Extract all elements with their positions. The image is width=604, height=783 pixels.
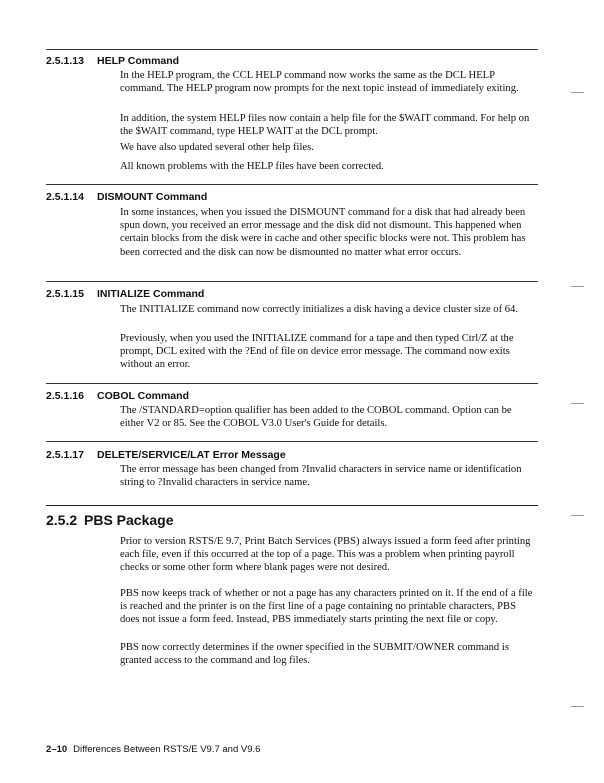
section-title: DELETE/SERVICE/LAT Error Message (97, 449, 286, 461)
section-number: 2.5.2 (46, 512, 78, 528)
section-heading-pbs-package (46, 512, 174, 528)
paragraph: In addition, the system HELP files now contain a help file for the $WAIT command. For help on the $WAIT command, type HELP WAIT at the DCL prompt. (120, 113, 530, 138)
section-heading-cobol (46, 390, 189, 402)
binder-mark (571, 403, 584, 404)
paragraph: We have also updated several other help files. (120, 142, 314, 153)
paragraph: Prior to version RSTS/E 9.7, Print Batch Services (PBS) always issued a form feed after printing each file, even if this occurred at the top of a page. This was a problem when printing payroll checks or some other form where blank pages were not desired. (120, 536, 531, 574)
paragraph: In some instances, when you issued the DISMOUNT command for a disk that had already been spun down, you received an error message and the disk did not dismount. This happened when certain blocks from the disk were in cache and other specific blocks were not. This problem has been corrected and the disk can now be dismounted no matter what error occurs. (120, 207, 526, 258)
page-footer (46, 744, 260, 755)
section-number: 2.5.1.16 (46, 390, 84, 402)
binder-mark (571, 706, 584, 707)
section-rule (46, 281, 538, 282)
section-title: COBOL Command (97, 390, 189, 402)
paragraph: All known problems with the HELP files have been corrected. (120, 161, 384, 172)
section-number: 2.5.1.17 (46, 449, 84, 461)
paragraph: The INITIALIZE command now correctly initializes a disk having a device cluster size of 64. (120, 304, 519, 315)
section-number: 2.5.1.13 (46, 55, 84, 67)
section-heading-help (46, 55, 179, 67)
binder-mark (571, 92, 584, 93)
section-heading-delete-service-lat (46, 449, 286, 461)
section-title: PBS Package (84, 512, 174, 528)
section-number: 2.5.1.15 (46, 288, 84, 300)
paragraph: PBS now correctly determines if the owner specified in the SUBMIT/OWNER command is granted access to the command and log files. (120, 642, 509, 667)
section-number: 2.5.1.14 (46, 191, 84, 203)
paragraph: The /STANDARD=option qualifier has been added to the COBOL command. Option can be either V2 or 85. See the COBOL V3.0 User's Guide for details. (120, 405, 512, 430)
section-rule (46, 505, 538, 506)
section-rule (46, 49, 538, 50)
section-rule (46, 184, 538, 185)
section-heading-dismount (46, 191, 207, 203)
section-title: DISMOUNT Command (97, 191, 208, 203)
section-rule (46, 383, 538, 384)
paragraph: In the HELP program, the CCL HELP command now works the same as the DCL HELP command. The HELP program now prompts for the next topic instead of immediately exiting. (120, 70, 519, 95)
paragraph: The error message has been changed from ?Invalid characters in service name or identification string to ?Invalid characters in service name. (120, 464, 522, 489)
section-title: HELP Command (97, 55, 180, 67)
page-number: 2–10 (46, 744, 68, 755)
paragraph: PBS now keeps track of whether or not a page has any characters printed on it. If the end of a file is reached and the printer is on the first line of a page containing no printable characters, PBS does not issue a form feed. Instead, PBS immediately starts printing the next file or copy. (120, 588, 533, 626)
footer-title: Differences Between RSTS/E V9.7 and V9.6 (73, 744, 261, 755)
section-heading-initialize (46, 288, 204, 300)
section-rule (46, 441, 538, 442)
binder-mark (571, 286, 584, 287)
section-title: INITIALIZE Command (97, 288, 205, 300)
binder-mark (571, 515, 584, 516)
paragraph: Previously, when you used the INITIALIZE command for a tape and then typed Ctrl/Z at the prompt, DCL exited with the ?End of file on device error message. The command now exits without an error. (120, 333, 514, 371)
